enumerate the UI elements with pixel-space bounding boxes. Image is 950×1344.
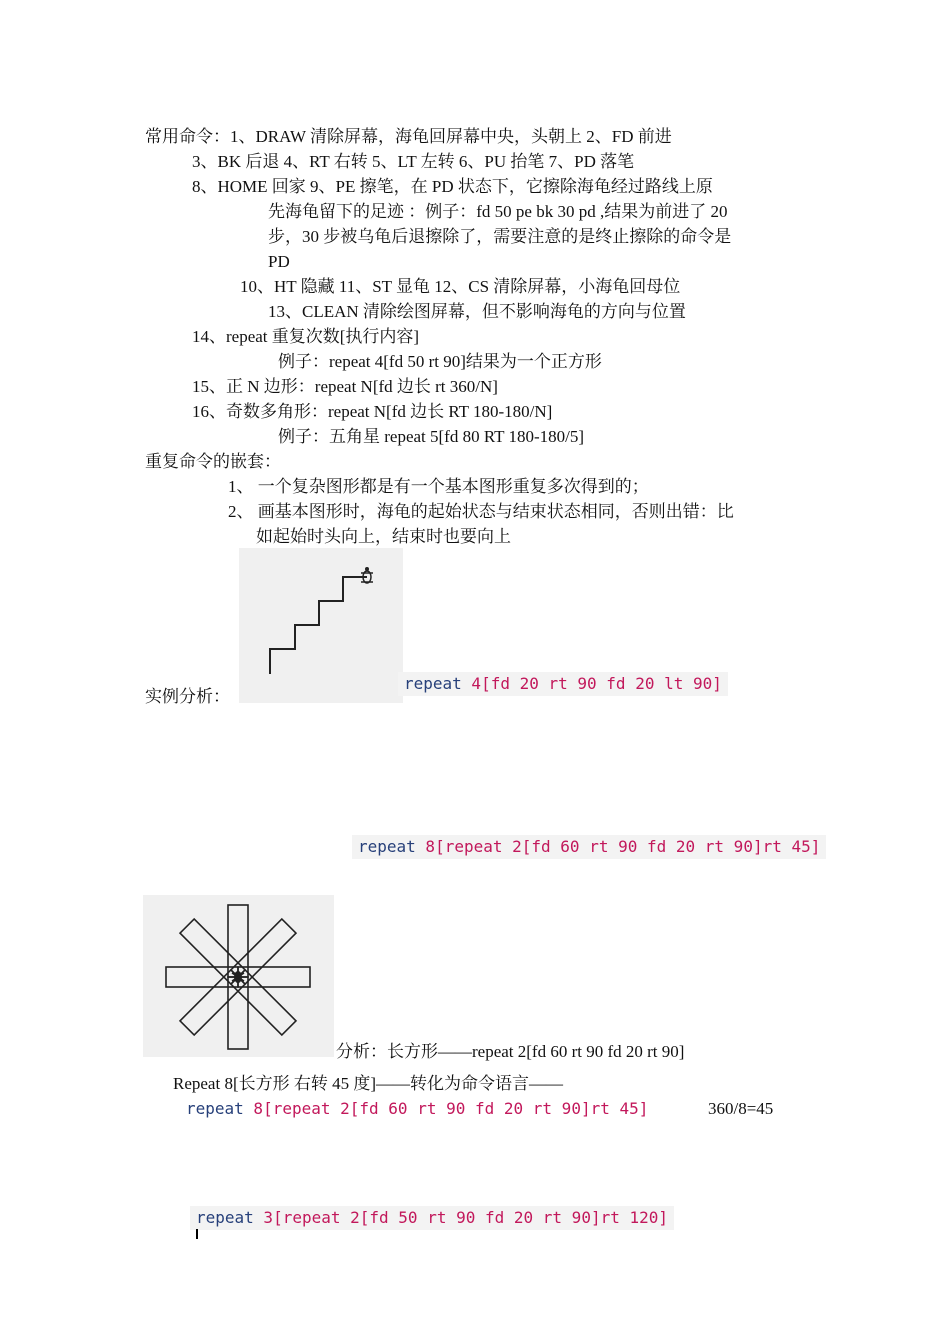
code-snippet-1 — [398, 672, 728, 696]
line-1: 常用命令：1、DRAW 清除屏幕，海龟回屏幕中央，头朝上 2、FD 前进 — [145, 127, 672, 146]
turtle-icon — [361, 567, 373, 583]
section-heading: 重复命令的嵌套： — [145, 452, 281, 471]
pinwheel-figure — [143, 895, 334, 1057]
code-body: 8[repeat 2[fd 60 rt 90 fd 20 rt 90]rt 45] — [243, 1099, 649, 1118]
line-9: 14、repeat 重复次数[执行内容] — [192, 327, 420, 346]
code-body: 4[fd 20 rt 90 fd 20 lt 90] — [461, 674, 722, 693]
line-13: 例子：五角星 repeat 5[fd 80 RT 180-180/5] — [278, 427, 585, 446]
code-keyword: repeat — [358, 837, 416, 856]
example-label: 实例分析： — [145, 687, 230, 706]
code-snippet-2 — [352, 835, 826, 859]
line-16: 2、 画基本图形时，海龟的起始状态与结束状态相同，否则出错：比 — [228, 502, 734, 521]
line-10: 例子：repeat 4[fd 50 rt 90]结果为一个正方形 — [278, 352, 602, 371]
code-body: 3[repeat 2[fd 50 rt 90 fd 20 rt 90]rt 120] — [253, 1208, 669, 1227]
line-2: 3、BK 后退 4、RT 右转 5、LT 左转 6、PU 抬笔 7、PD 落笔 — [192, 152, 635, 171]
line-17: 如起始时头向上，结束时也要向上 — [256, 527, 511, 546]
code-keyword: repeat — [404, 674, 462, 693]
analysis-line: 分析：长方形——repeat 2[fd 60 rt 90 fd 20 rt 90] — [336, 1042, 685, 1061]
line-15: 1、 一个复杂图形都是有一个基本图形重复多次得到的； — [228, 477, 649, 496]
staircase-figure — [239, 548, 403, 703]
code-body: 8[repeat 2[fd 60 rt 90 fd 20 rt 90]rt 45] — [415, 837, 821, 856]
text-cursor — [196, 1229, 198, 1239]
line-11: 15、正 N 边形：repeat N[fd 边长 rt 360/N] — [192, 377, 498, 396]
angle-calc: 360/8=45 — [708, 1099, 774, 1118]
code-keyword: repeat — [186, 1099, 244, 1118]
code-snippet-4 — [190, 1206, 674, 1230]
line-4: 先海龟留下的足迹 ：例子：fd 50 pe bk 30 pd ,结果为前进了 20 — [268, 202, 728, 221]
line-7: 10、HT 隐藏 11、ST 显龟 12、CS 清除屏幕，小海龟回母位 — [240, 277, 681, 296]
code-keyword: repeat — [196, 1208, 254, 1227]
line-3: 8、HOME 回家 9、PE 擦笔，在 PD 状态下，它擦除海龟经过路线上原 — [192, 177, 713, 196]
repeat-description: Repeat 8[长方形 右转 45 度]——转化为命令语言—— — [173, 1074, 564, 1093]
line-12: 16、奇数多角形：repeat N[fd 边长 RT 180-180/N] — [192, 402, 553, 421]
line-8: 13、CLEAN 清除绘图屏幕，但不影响海龟的方向与位置 — [268, 302, 686, 321]
line-6: PD — [268, 252, 290, 271]
line-5: 步，30 步被乌龟后退擦除了，需要注意的是终止擦除的命令是 — [268, 227, 732, 246]
code-snippet-3 — [180, 1097, 654, 1121]
